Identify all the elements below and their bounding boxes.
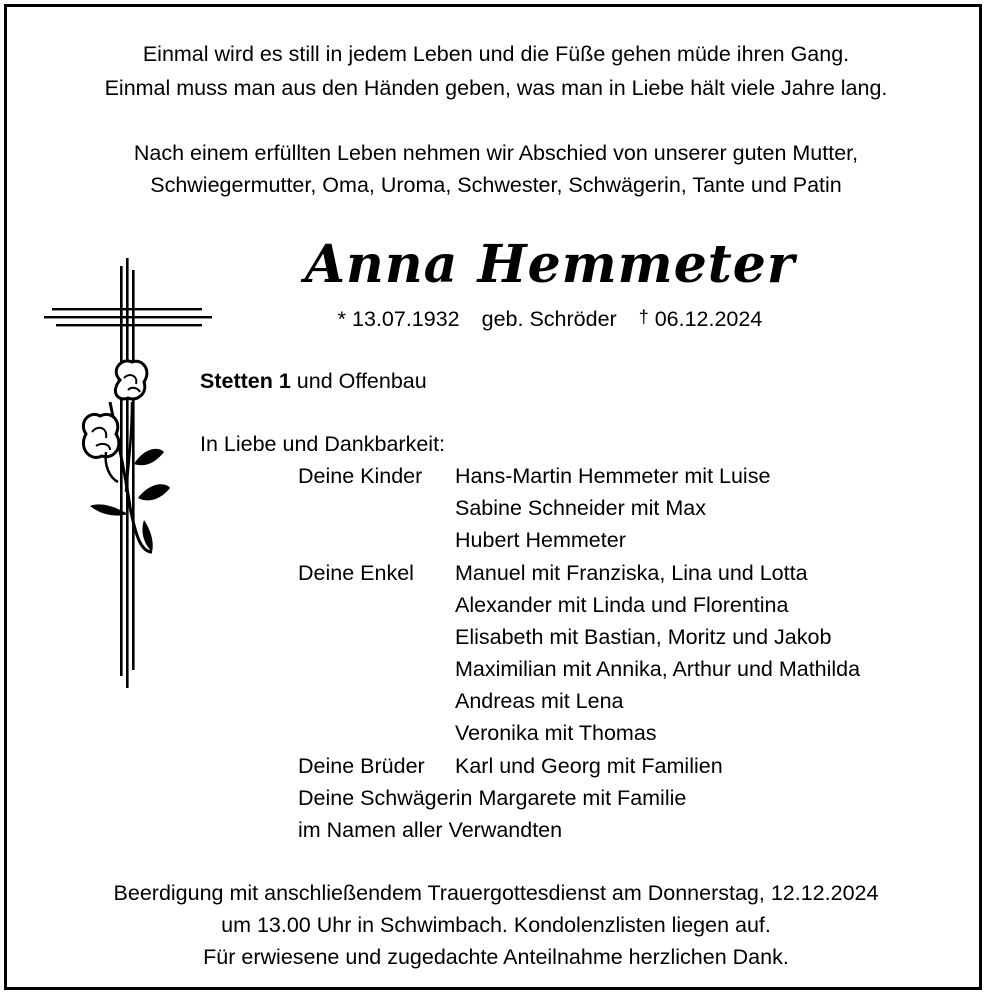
poem-line-2: Einmal muss man aus den Händen geben, was man in Liebe hält viele Jahre lang. <box>104 76 888 100</box>
location-rest: und Offenbau <box>296 369 427 393</box>
kinder-label: Deine Kinder <box>298 464 423 488</box>
enkel-item-1: Manuel mit Franziska, Lina und Lotta <box>455 561 808 585</box>
verwandte-line: im Namen aller Verwandten <box>298 818 563 842</box>
brueder-item: Karl und Georg mit Familien <box>455 754 723 778</box>
kinder-item-2: Sabine Schneider mit Max <box>455 496 706 520</box>
intro-line-1: Nach einem erfüllten Leben nehmen wir Abschied von unserer guten Mutter, <box>133 141 859 165</box>
life-dates <box>280 302 820 334</box>
dagger-symbol: † <box>638 307 649 327</box>
death-date: 06.12.2024 <box>654 307 763 331</box>
kinder-item-1: Hans-Martin Hemmeter mit Luise <box>455 464 771 488</box>
birth-date: * 13.07.1932 <box>337 307 460 331</box>
enkel-item-2: Alexander mit Linda und Florentina <box>455 593 789 617</box>
schwaegerin-line: Deine Schwägerin Margarete mit Familie <box>298 786 687 810</box>
enkel-item-6: Veronika mit Thomas <box>455 721 657 745</box>
brueder-label: Deine Brüder <box>298 754 425 778</box>
mourners-heading: In Liebe und Dankbarkeit: <box>200 432 446 456</box>
enkel-item-4: Maximilian mit Annika, Arthur und Mathilda <box>455 657 861 681</box>
location-bold: Stetten 1 <box>200 369 291 393</box>
kinder-item-3: Hubert Hemmeter <box>455 528 626 552</box>
funeral-line-3: Für erwiesene und zugedachte Anteilnahme herzlichen Dank. <box>203 945 789 969</box>
enkel-item-3: Elisabeth mit Bastian, Moritz und Jakob <box>455 625 832 649</box>
poem-line-1: Einmal wird es still in jedem Leben und die Füße gehen müde ihren Gang. <box>142 42 850 66</box>
enkel-item-5: Andreas mit Lena <box>455 689 624 713</box>
enkel-label: Deine Enkel <box>298 561 414 585</box>
deceased-name: Anna Hemmeter <box>304 234 796 295</box>
funeral-line-1: Beerdigung mit anschließendem Trauergottesdienst am Donnerstag, 12.12.2024 <box>113 881 879 905</box>
location <box>200 365 427 397</box>
funeral-line-2: um 13.00 Uhr in Schwimbach. Kondolenzlisten liegen auf. <box>221 913 771 937</box>
cross-with-rose-icon <box>40 252 220 688</box>
maiden-name: geb. Schröder <box>481 307 617 331</box>
intro-line-2: Schwiegermutter, Oma, Uroma, Schwester, Schwägerin, Tante und Patin <box>150 173 842 197</box>
